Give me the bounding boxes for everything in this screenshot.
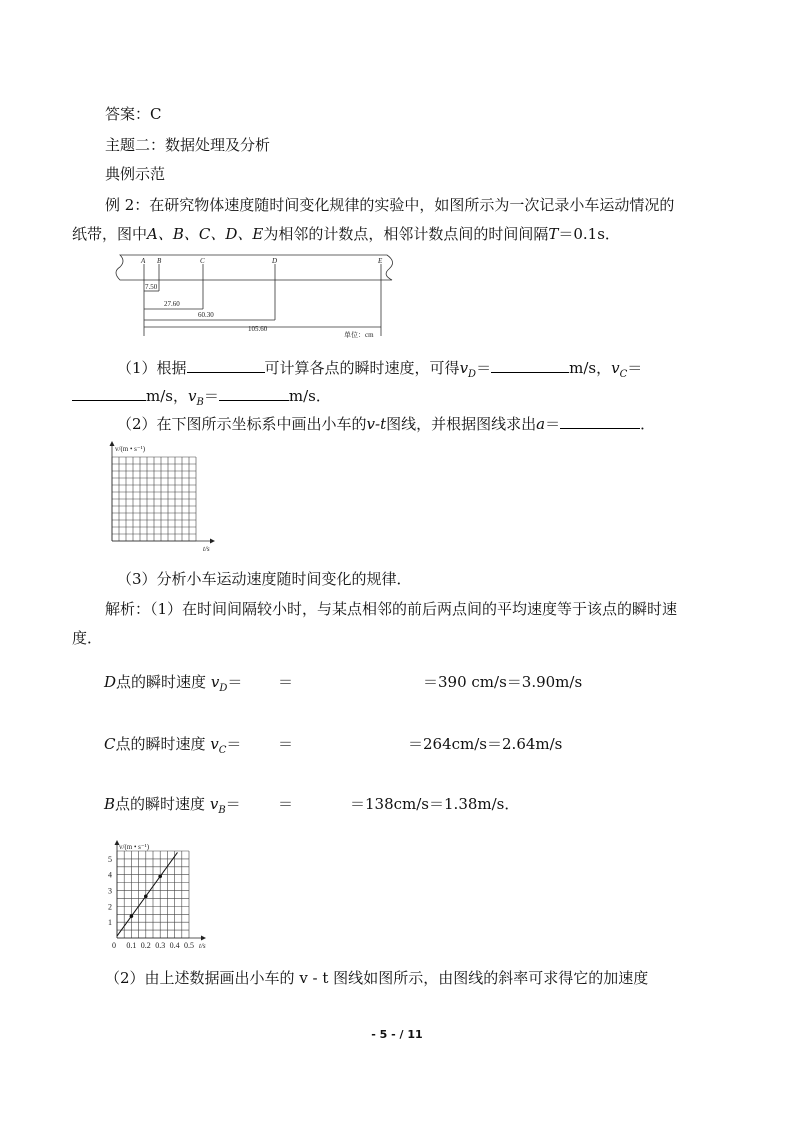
question-3: （3）分析小车运动速度随时间变化的规律． [117, 570, 412, 588]
tape-distance-ab: 7.50 [145, 283, 158, 291]
tape-distance-ad: 60.30 [198, 311, 214, 319]
answer-line: 答案：C [105, 105, 162, 123]
answer-blank-vc[interactable] [72, 386, 146, 401]
question-1-line-2: m/s，$v_B= m/s$． [72, 386, 331, 413]
vt-data-point [158, 875, 162, 879]
analysis-line-1: 解析：（1）在时间间隔较小时，与某点相邻的前后两点间的平均速度等于该点的瞬时速 [105, 600, 678, 618]
calc-b-eq: ＝ [278, 795, 294, 813]
calc-c-line: C点的瞬时速度 $v_C=$ [104, 735, 242, 756]
vt-y-tick-label: 5 [108, 854, 112, 864]
tape-label-c: C [200, 257, 205, 265]
vt-x-tick-label: 0.5 [184, 941, 194, 950]
empty-vt-grid [100, 440, 220, 555]
example-line-1: 例 2：在研究物体速度随时间变化规律的实验中，如图所示为一次记录小车运动情况的 [105, 196, 675, 214]
topic-heading: 主题二：数据处理及分析 [105, 136, 271, 154]
example-line-2: 纸带，图中A、B、C、D、E为相邻的计数点，相邻计数点间的时间间隔T＝0.1s． [72, 225, 620, 243]
calc-d-result: ＝390 cm/s＝3.90m/s [423, 673, 583, 691]
tape-distance-ae: 105.60 [248, 325, 268, 333]
answer-2-line: （2）由上述数据画出小车的 v - t 图线如图所示，由图线的斜率可求得它的加速度 [105, 969, 649, 987]
vt-data-point [130, 914, 134, 918]
question-1-line-1: （1）根据 可计算各点的瞬时速度，可得$v_D= m/s$，$v_C=$ [117, 359, 643, 380]
vt-fit-line [117, 852, 177, 936]
calc-d-line: D点的瞬时速度 $v_D=$ [104, 673, 243, 694]
example-heading: 典例示范 [105, 165, 166, 183]
vt-x-arrow [201, 936, 206, 941]
calc-b-result: ＝138cm/s＝1.38m/s． [350, 795, 520, 813]
vt-y-tick-label: 2 [108, 902, 112, 912]
vt-x-tick-label: 0.1 [126, 941, 137, 950]
vt-chart [100, 838, 230, 953]
vt-x-tick-label: 0.2 [140, 941, 151, 950]
grid1-ylabel: v/(m • s⁻¹) [115, 445, 146, 453]
vt-y-tick-label: 4 [108, 870, 112, 880]
tape-label-b: B [157, 257, 162, 265]
vt-x-tick-label: 0 [112, 941, 116, 950]
tape-label-a: A [141, 257, 146, 265]
paper-tape-figure [112, 252, 397, 342]
page-number: - 5 - / 11 [371, 1028, 423, 1041]
calc-c-eq: ＝ [278, 735, 294, 753]
answer-blank-acceleration[interactable] [560, 414, 640, 429]
calc-c-result: ＝264cm/s＝2.64m/s [408, 735, 563, 753]
calc-d-eq: ＝ [278, 673, 294, 691]
vt-y-tick-label: 1 [108, 918, 112, 928]
vt-ylabel: v/(m • s⁻¹) [119, 843, 150, 851]
analysis-line-2: 度． [72, 629, 103, 647]
question-2-line: （2）在下图所示坐标系中画出小车的v-t图线，并根据图线求出a＝ ． [117, 415, 656, 433]
answer-blank-vb[interactable] [219, 386, 289, 401]
vt-x-tick-label: 0.4 [169, 941, 180, 950]
vt-xlabel: t/s [199, 942, 206, 950]
vt-data-point [144, 894, 148, 898]
vt-x-tick-label: 0.3 [155, 941, 166, 950]
calc-b-line: B点的瞬时速度 $v_B=$ [104, 795, 241, 816]
answer-blank-method[interactable] [187, 358, 265, 373]
grid1-xlabel: t/s [203, 545, 210, 553]
tape-unit-label: 单位：cm [344, 331, 374, 339]
answer-blank-vd[interactable] [491, 358, 569, 373]
tape-distance-ac: 27.60 [164, 300, 180, 308]
tape-label-d: D [272, 257, 278, 265]
vt-y-tick-label: 3 [108, 886, 112, 896]
tape-label-e: E [378, 257, 383, 265]
